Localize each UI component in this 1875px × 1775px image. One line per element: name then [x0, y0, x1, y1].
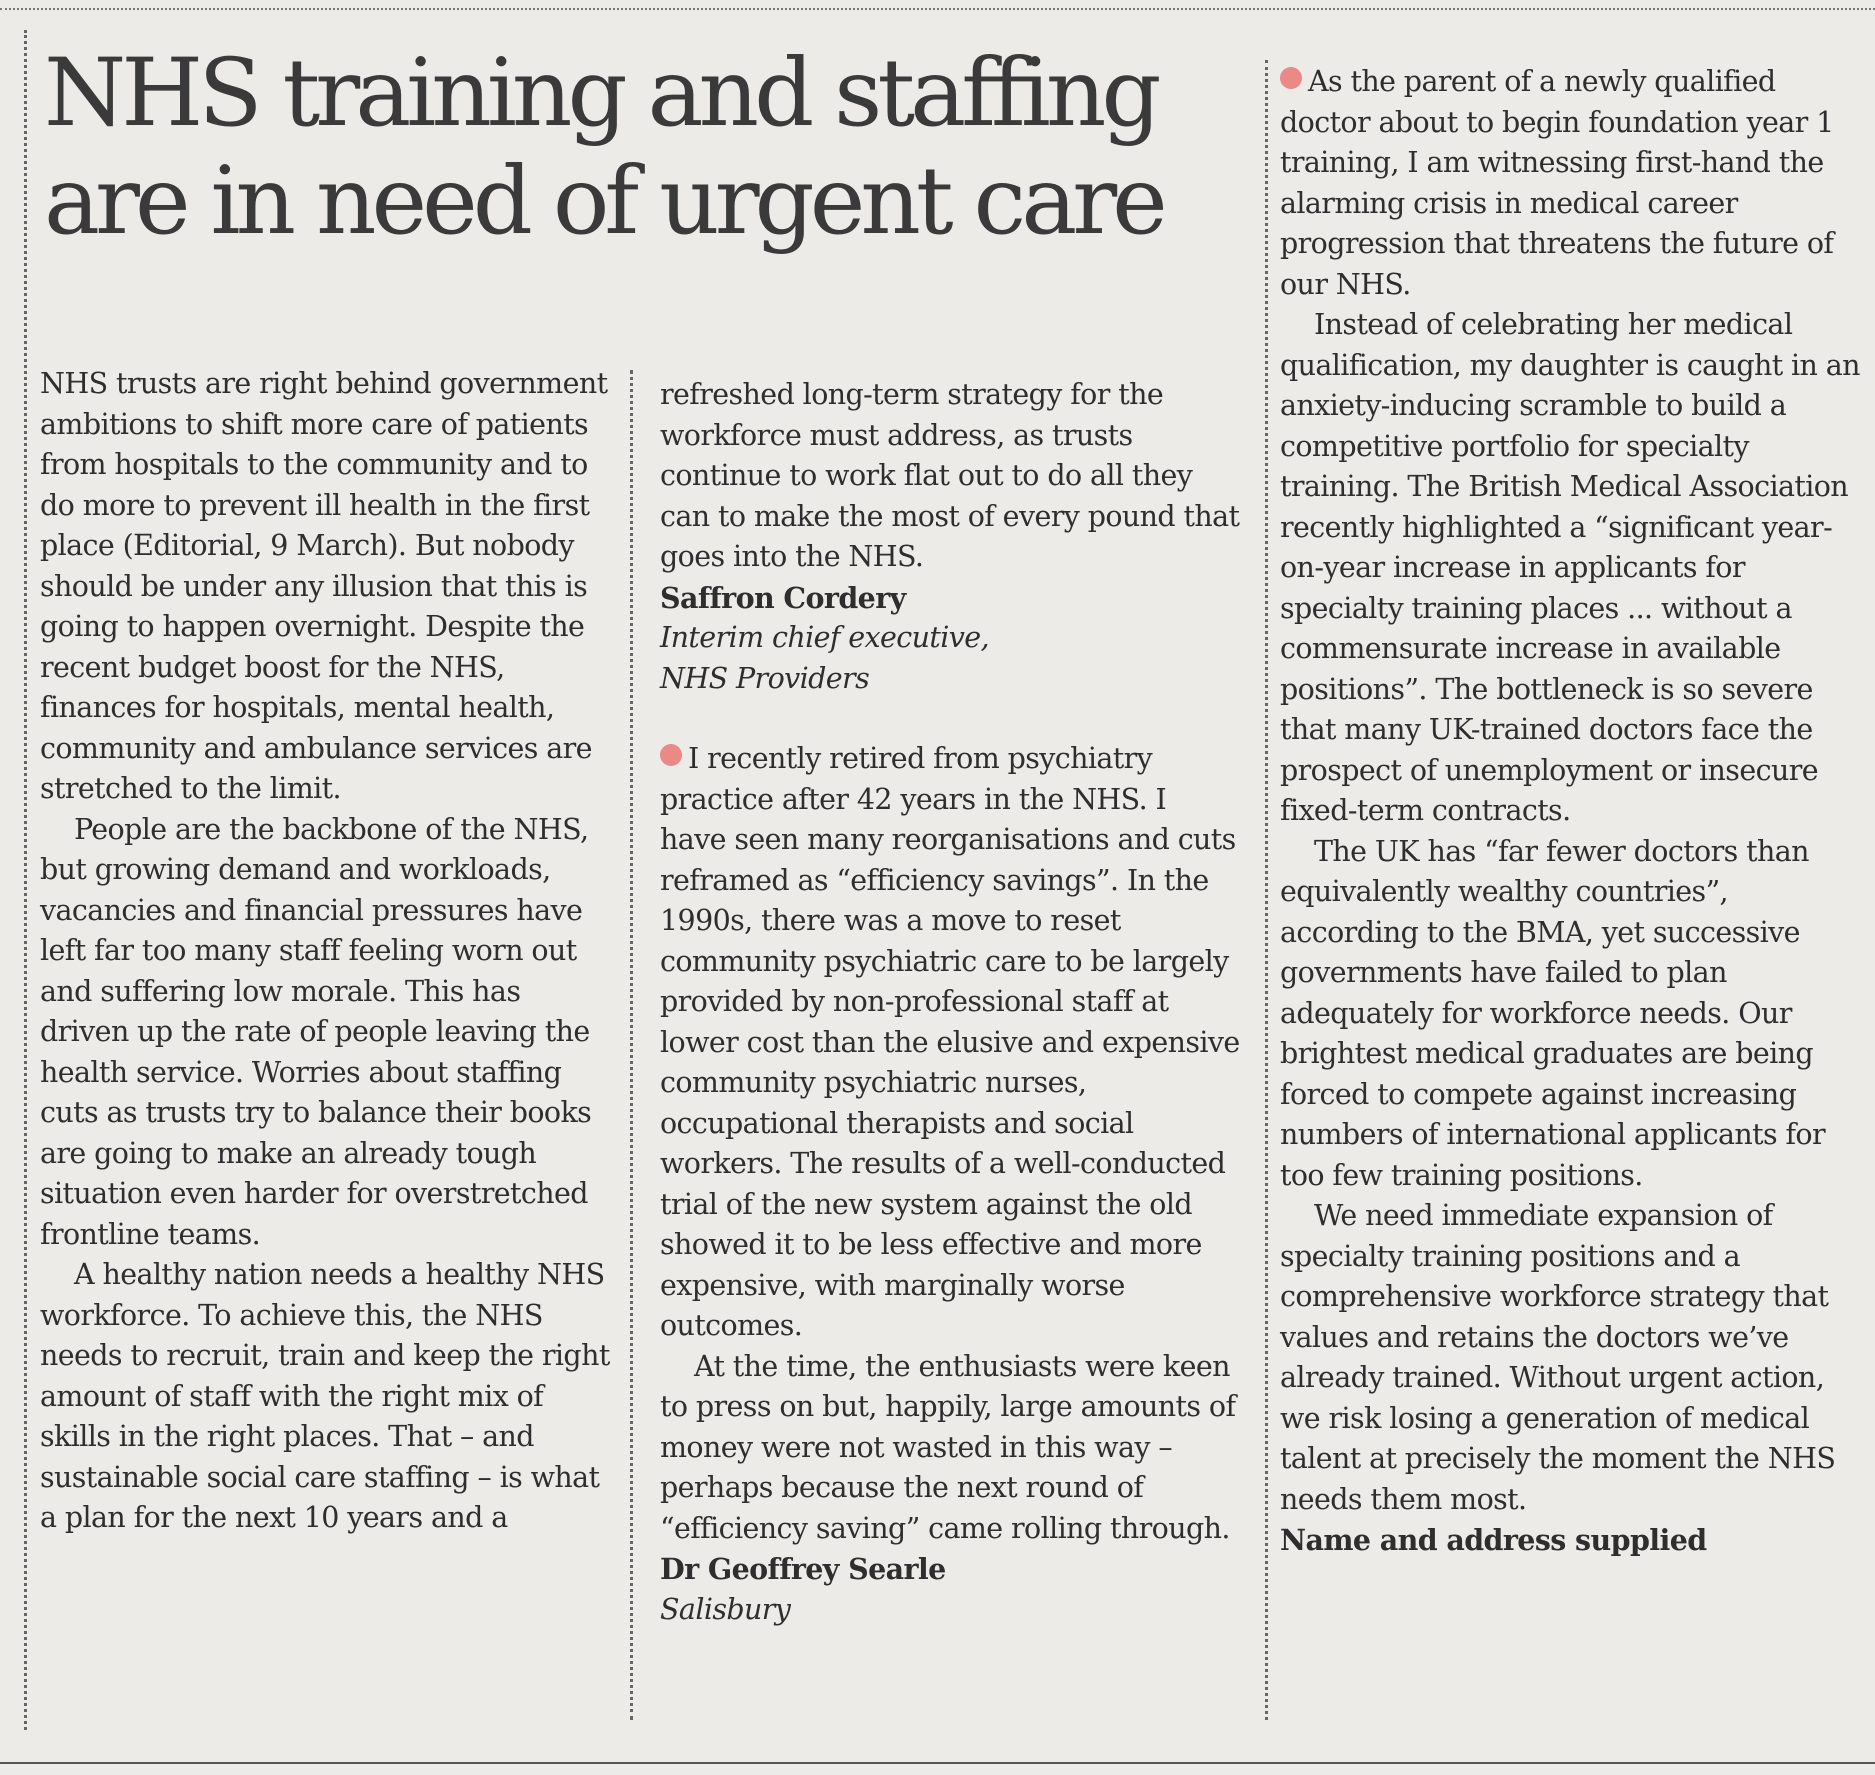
letter3-paragraph: As the parent of a newly qualified doctor about to begin foundation year 1 training, I am witnessing first-hand the alarming crisis in medical career progression that threatens the future of our NHS. — [1280, 65, 1834, 301]
bullet-dot-icon — [660, 744, 682, 766]
letter3-paragraph: We need immediate expansion of specialty training positions and a comprehensive workforce strategy that values and retains the doctors we’ve already trained. Without urgent action, we risk losing a generation of medical talent at precisely the moment the NHS needs them most. — [1280, 1199, 1836, 1516]
letter2-paragraph: At the time, the enthusiasts were keen to press on but, happily, large amounts of money were not wasted in this way – perhaps because the next round of “efficiency saving” came rolling through. — [660, 1349, 1236, 1545]
column-1 — [40, 364, 615, 1539]
bullet-dot-icon — [1280, 67, 1302, 89]
letter1-signature-org: NHS Providers — [660, 661, 870, 695]
column-3 — [1280, 62, 1870, 1561]
column-divider-1 — [630, 370, 633, 1720]
column-divider-left — [24, 30, 27, 1730]
column-divider-2 — [1265, 60, 1268, 1720]
letter2-signature-place: Salisbury — [660, 1592, 791, 1626]
letter3-paragraph: The UK has “far fewer doctors than equivalently wealthy countries”, according to the BMA, yet successive governments have failed to plan adequately for workforce needs. Our brightest medical graduates are being forced to compete against increasing numbers of international applicants for too few training positions. — [1280, 834, 1826, 1192]
letter1-paragraph: refreshed long-term strategy for the workforce must address, as trusts continue to work flat out to do all they can to make the most of every pound that goes into the NHS. — [660, 378, 1240, 573]
column-2 — [660, 375, 1240, 1630]
letter1-paragraph: People are the backbone of the NHS, but growing demand and workloads, vacancies and financial pressures have left far too many staff feeling worn out and suffering low morale. This has driven up the rate of people leaving the health service. Worries about staffing cuts as trusts try to balance their books are going to make an already tough situation even harder for overstretched frontline teams. — [40, 812, 592, 1251]
headline: NHS training and staffing are in need of urgent care — [44, 39, 1163, 256]
letter1-paragraph: NHS trusts are right behind government ambitions to shift more care of patients from hospitals to the community and to do more to prevent ill health in the first place (Editorial, 9 March). But nobody should be under any illusion that this is going to happen overnight. Despite the recent budget boost for the NHS, finances for hospitals, mental health, community and ambulance services are stretched to the limit. — [40, 367, 608, 805]
letter2-signature-name: Dr Geoffrey Searle — [660, 1552, 946, 1586]
letter1-signature-role: Interim chief executive, — [660, 621, 989, 654]
letter2-paragraph: I recently retired from psychiatry practice after 42 years in the NHS. I have seen many reorganisations and cuts reframed as “efficiency savings”. In the 1990s, there was a move to reset community psychiatric care to be largely provided by non-professional staff at lower cost than the elusive and expensive community psychiatric nurses, occupational therapists and social workers. The results of a well-conducted trial of the new system against the old showed it to be less effective and more expensive, with marginally worse outcomes. — [660, 742, 1240, 1342]
letter-spacer — [660, 699, 1240, 739]
bottom-rule — [0, 1762, 1875, 1764]
top-rule — [0, 8, 1875, 10]
letter3-paragraph: Instead of celebrating her medical qualification, my daughter is caught in an anxiety-inducing scramble to build a competitive portfolio for specialty training. The British Medical Association recently highlighted a “significant year-on-year increase in applicants for specialty training places ... without a commensurate increase in available positions”. The bottleneck is so severe that many UK-trained doctors face the prospect of unemployment or insecure fixed-term contracts. — [1280, 308, 1860, 827]
letter3-signature: Name and address supplied — [1280, 1523, 1707, 1557]
letter1-paragraph: A healthy nation needs a healthy NHS workforce. To achieve this, the NHS needs to recruit, train and keep the right amount of staff with the right mix of skills in the right places. That – and sustainable social care staffing – is what a plan for the next 10 years and a — [40, 1258, 610, 1534]
letter1-signature-name: Saffron Cordery — [660, 580, 906, 615]
